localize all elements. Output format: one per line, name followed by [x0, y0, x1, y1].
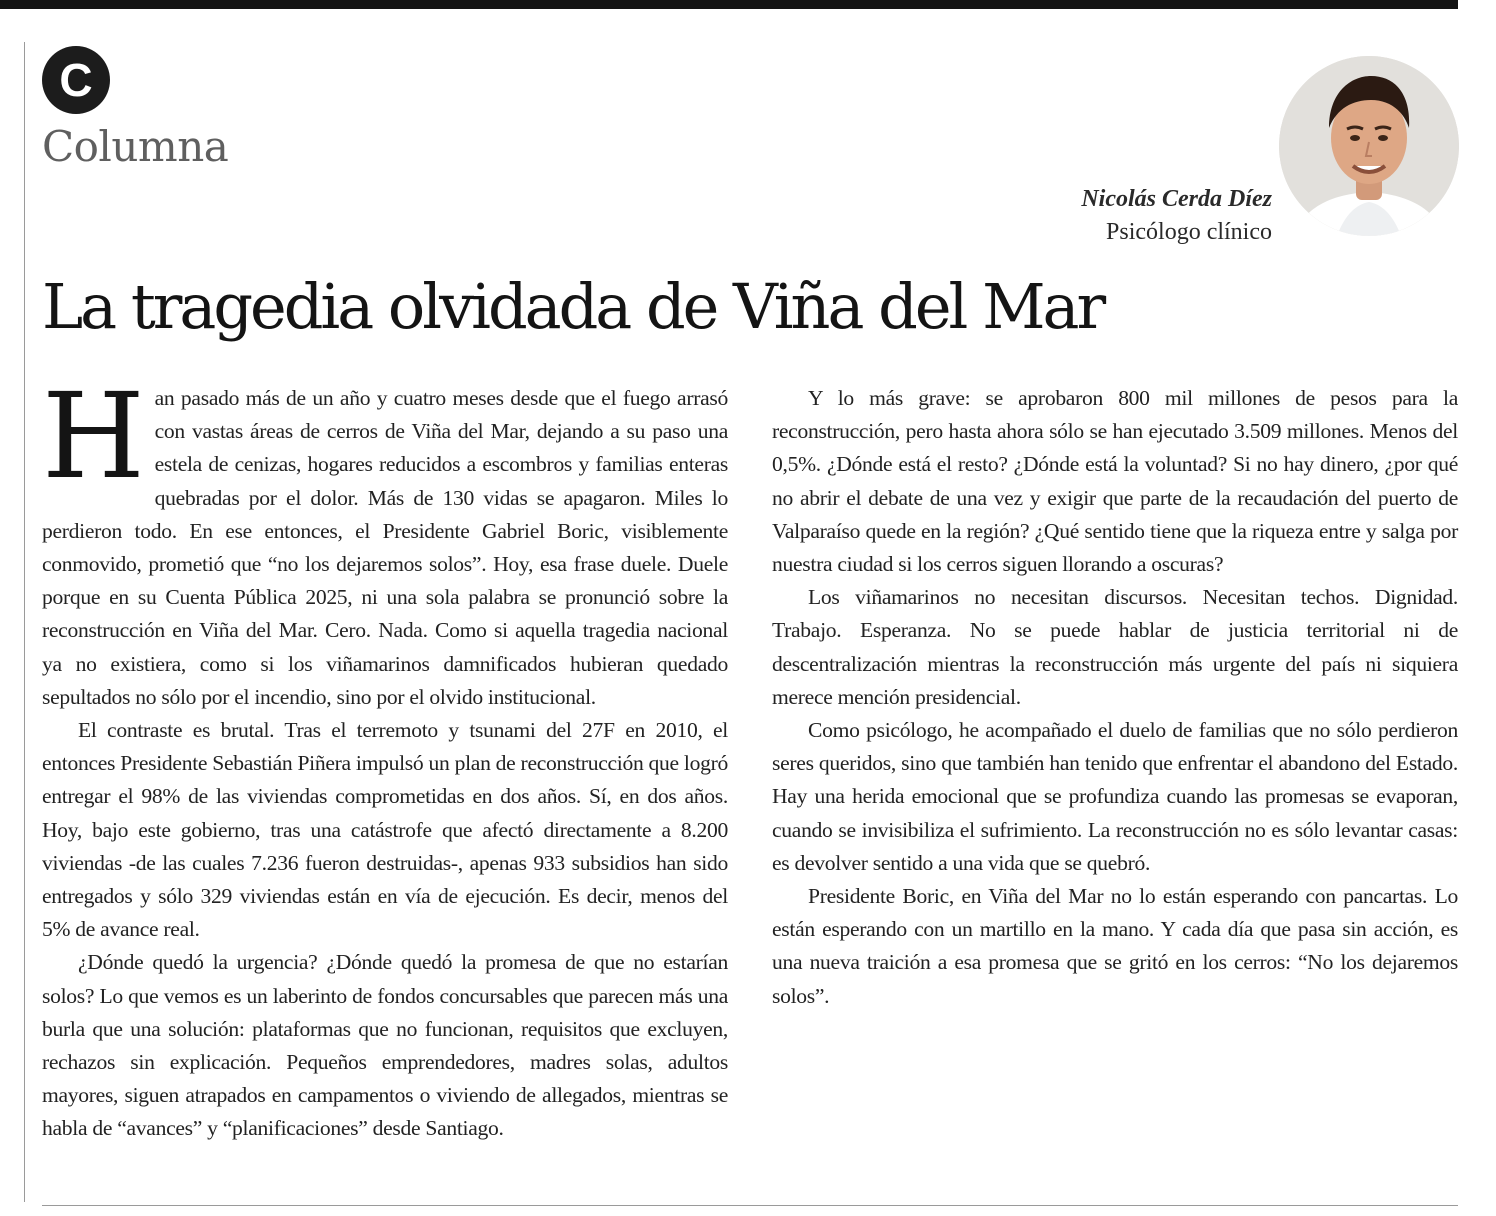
bottom-rule — [42, 1205, 1458, 1206]
article-paragraph: Y lo más grave: se aprobaron 800 mil millones de pesos para la reconstrucción, pero hasta ahora sólo se han ejecutado 3.509 millones. Menos del 0,5%. ¿Dónde está el resto? ¿Dónde está la voluntad? Si no hay dinero, ¿por qué no abrir el debate de una vez y exigir que parte de la recaudación del puerto de Valparaíso quede en la región? ¿Qué sentido tiene que la riqueza entre y salga por nuestra ciudad si los cerros siguen llorando a oscuras? — [772, 386, 1458, 577]
left-margin-rule — [24, 42, 25, 1202]
article-paragraph: ¿Dónde quedó la urgencia? ¿Dónde quedó la promesa de que no estarían solos? Lo que vemos es un laberinto de fondos concursables que parecen más una burla que una solución: plataformas que no funcionan, requisitos que excluyen, rechazos sin explicación. Pequeños emprendedores, madres solas, adultos mayores, siguen atrapados en campamentos o viviendo de allegados, mientras se habla de “avances” y “planificaciones” desde Santiago. — [42, 950, 728, 1141]
section-label: Columna — [42, 122, 229, 171]
lead-text: an pasado más de un año y cuatro meses desde que el fuego arrasó con vastas áreas de cerros de Viña del Mar, dejando a su paso una estela de cenizas, hogares reducidos a escombros y familias enteras quebradas por el dolor. Más de 130 vidas se apagaron. Miles lo perdieron todo. En ese entonces, el Presidente Gabriel Boric, visiblemente conmovido, prometió que “no los dejaremos solos”. Hoy, esa frase duele. Duele porque en su Cuenta Pública 2025, ni una sola palabra se pronunció sobre la reconstrucción en Viña del Mar. Cero. Nada. Como si aquella tragedia nacional ya no existiera, como si los viñamarinos damnificados hubieran quedado sepultados no sólo por el incendio, sino por el olvido institucional. — [42, 386, 728, 709]
article-body — [42, 367, 1458, 1194]
column-badge: C — [42, 46, 110, 114]
article-paragraph: Los viñamarinos no necesitan discursos. Necesitan techos. Dignidad. Trabajo. Esperanza. No se puede hablar de justicia territorial ni de descentralización mientras la reconstrucción más urgente del país ni siquiera merece mención presidencial. — [772, 585, 1458, 709]
article-paragraph — [42, 367, 728, 714]
article-paragraph: El contraste es brutal. Tras el terremoto y tsunami del 27F en 2010, el entonces Presidente Sebastián Piñera impulsó un plan de reconstrucción que logró entregar el 98% de las viviendas comprometidas en dos años. Sí, en dos años. Hoy, bajo este gobierno, tras una catástrofe que afectó directamente a 8.200 viviendas -de las cuales 7.236 fueron destruidas-, apenas 933 subsidios han sido entregados y sólo 329 viviendas están en vía de ejecución. Es decir, menos del 5% de avance real. — [42, 718, 729, 942]
top-rule — [0, 0, 1458, 9]
article-paragraph: Como psicólogo, he acompañado el duelo de familias que no sólo perdieron seres queridos, sino que también han tenido que enfrentar el abandono del Estado. Hay una herida emocional que se profundiza cuando las promesas se evaporan, cuando se invisibiliza el sufrimiento. La reconstrucción no es sólo levantar casas: es devolver sentido a una vida que se quebró. — [772, 718, 1458, 875]
drop-cap: H — [42, 367, 145, 505]
author-portrait-illustration — [1279, 56, 1459, 236]
author-byline — [1081, 186, 1272, 246]
author-photo — [1279, 56, 1459, 236]
author-name: Nicolás Cerda Díez — [1081, 186, 1272, 212]
article-title: La tragedia olvidada de Viña del Mar — [42, 270, 1104, 343]
article-paragraph: Presidente Boric, en Viña del Mar no lo están esperando con pancartas. Lo están esperando con un martillo en la mano. Y cada día que pasa sin acción, es una nueva traición a esa promesa que se gritó en los cerros: “No los dejaremos solos”. — [772, 884, 1458, 1008]
author-role: Psicólogo clínico — [1106, 219, 1272, 245]
